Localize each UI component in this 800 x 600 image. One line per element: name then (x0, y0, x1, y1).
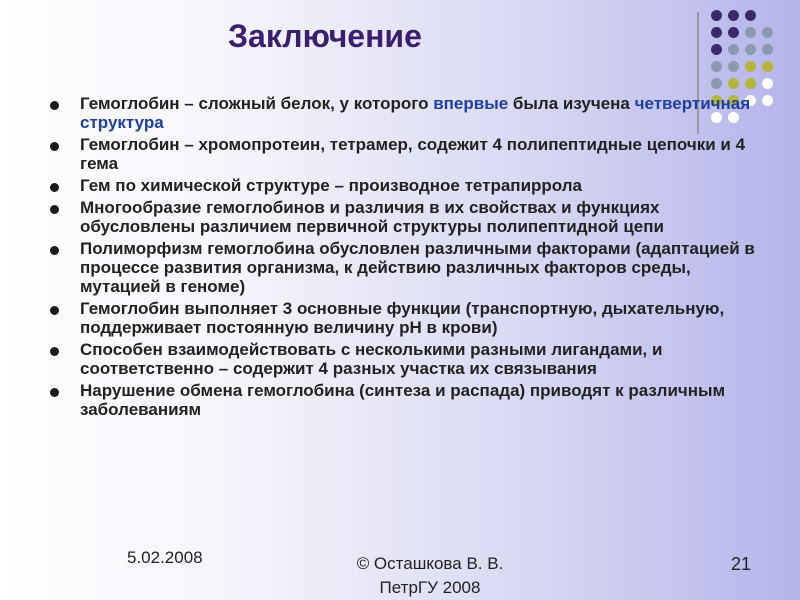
text-run: Гемоглобин – сложный белок, у которого (80, 94, 434, 113)
text-run: Гемоглобин выполняет 3 основные функции (транспортную, дыхательную, поддерживает постоянную величину pH в крови) (80, 299, 725, 337)
decor-dot (762, 95, 773, 106)
page-number: 21 (731, 554, 752, 574)
bullet-item (50, 198, 762, 236)
bullet-point-icon (50, 246, 59, 255)
decor-dot (711, 44, 722, 55)
text-run: Гем по химической структуре – производное тетрапиррола (80, 176, 582, 195)
decor-dot (711, 78, 722, 89)
decor-dot (762, 27, 773, 38)
footer-author-org: ПетрГУ 2008 (379, 578, 481, 597)
decor-dot (728, 27, 739, 38)
text-run: Нарушение обмена гемоглобина (синтеза и распада) приводят к различным заболеваниям (80, 381, 726, 419)
slide-title: Заключение (228, 18, 422, 54)
bullet-point-icon (50, 347, 59, 356)
decor-dot (728, 10, 739, 21)
bullet-list (50, 94, 762, 422)
bullet-text (80, 239, 762, 296)
bullet-item (50, 94, 762, 132)
bullet-point-icon (50, 183, 59, 192)
bullet-text (80, 340, 762, 378)
decor-dot (728, 78, 739, 89)
text-run: Гемоглобин – хромопротеин, тетрамер, содежит 4 полипептидные цепочки и 4 гема (80, 135, 746, 173)
text-run: Многообразие гемоглобинов и различия в их свойствах и функциях обусловлены различием первичной структуры полипептидной цепи (80, 198, 664, 236)
bullet-text (80, 135, 762, 173)
decor-dot (745, 10, 756, 21)
bullet-point-icon (50, 306, 59, 315)
bullet-text (80, 198, 762, 236)
decor-dot (762, 78, 773, 89)
decor-dot (745, 27, 756, 38)
bullet-text (80, 299, 762, 337)
bullet-point-icon (50, 142, 59, 151)
bullet-point-icon (50, 205, 59, 214)
highlighted-term: четвертичная структура (80, 94, 751, 132)
text-run: Полиморфизм гемоглобина обусловлен различными факторами (адаптацией в процессе развития организма, к действию различных факторов среды, мутацией в геноме) (80, 239, 755, 296)
decor-dot (745, 78, 756, 89)
decor-dot (762, 44, 773, 55)
bullet-item (50, 381, 762, 419)
highlighted-term: впервые (433, 94, 509, 113)
bullet-text (80, 176, 762, 195)
decor-dot (711, 61, 722, 72)
bullet-item (50, 299, 762, 337)
bullet-text (80, 94, 762, 132)
decor-dot (728, 61, 739, 72)
bullet-item (50, 135, 762, 173)
bullet-item (50, 340, 762, 378)
bullet-point-icon (50, 388, 59, 397)
bullet-item (50, 176, 762, 195)
text-run: была изучена (508, 94, 635, 113)
decor-dot (745, 44, 756, 55)
footer-date: 5.02.2008 (127, 548, 203, 567)
bullet-item (50, 239, 762, 296)
decor-dot (728, 44, 739, 55)
footer-author (330, 552, 530, 600)
decor-dot (762, 61, 773, 72)
decor-dot (745, 61, 756, 72)
bullet-text (80, 381, 762, 419)
decor-dot (711, 27, 722, 38)
decor-dot (711, 10, 722, 21)
footer-author-name: © Осташкова В. В. (356, 554, 504, 573)
text-run: Способен взаимодействовать с несколькими разными лигандами, и соответственно – содержит 4 разных участка их связывания (80, 340, 663, 378)
bullet-point-icon (50, 101, 59, 110)
